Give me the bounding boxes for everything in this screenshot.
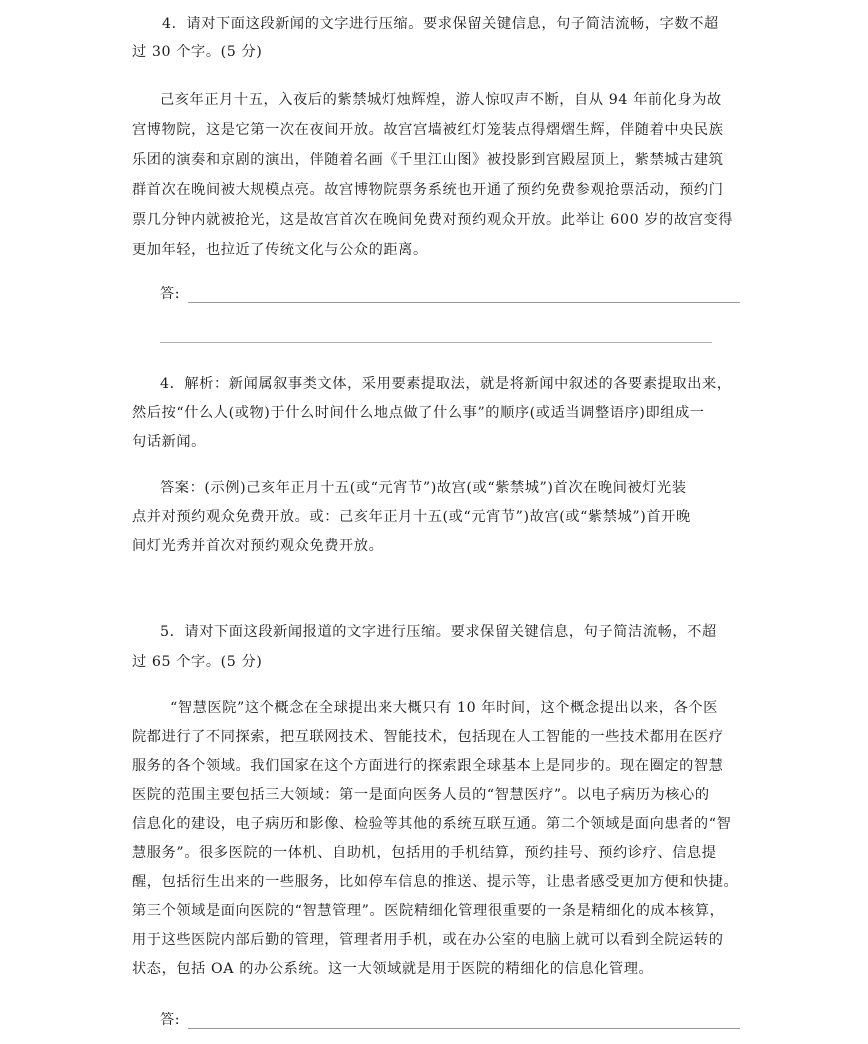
q5-answer-row xyxy=(160,1010,740,1032)
q5-passage-line-1: “智慧医院”这个概念在全球提出来大概只有 10 年时间，这个概念提出以来，各个医 xyxy=(170,700,718,716)
q4-explanation-line-3: 句话新闻。 xyxy=(132,434,206,450)
q5-passage-line-6: 慧服务”。很多医院的一体机、自助机，包括用的手机结算，预约挂号、预约诊疗、信息提 xyxy=(132,845,717,861)
q4-answer-row xyxy=(160,284,740,306)
q4-explanation-line-2: 然后按“什么人(或物)于什么时间什么地点做了什么事”的顺序(或适当调整语序)即组成一 xyxy=(132,405,705,421)
q5-passage-line-2: 院都进行了不同探索，把互联网技术、智能技术，包括现在人工智能的一些技术都用在医疗 xyxy=(132,729,724,745)
q4-prompt-line-2: 过 30 个字。(5 分) xyxy=(132,44,263,60)
q5-answer-label: 答: xyxy=(160,1012,181,1028)
q4-explanation-line-1: 4．解析：新闻属叙事类文体，采用要素提取法，就是将新闻中叙述的各要素提取出来， xyxy=(160,376,732,392)
q4-passage-line-4: 群首次在晚间被大规模点亮。故宫博物院票务系统也开通了预约免费参观抢票活动，预约门 xyxy=(132,182,724,198)
answer-divider-line xyxy=(160,342,712,343)
q4-answer-line-1: 答案：(示例)己亥年正月十五(或“元宵节”)故宫(或“紫禁城”)首次在晚间被灯光装 xyxy=(160,480,687,496)
q4-answer-label: 答: xyxy=(160,286,181,302)
q4-answer-line-2: 点并对预约观众免费开放。或：己亥年正月十五(或“元宵节”)故宫(或“紫禁城”)首开晚 xyxy=(132,509,691,525)
q5-passage-line-4: 医院的范围主要包括三大领域：第一是面向医务人员的“智慧医疗”。以电子病历为核心的 xyxy=(132,787,710,803)
q5-passage-line-5: 信息化的建设，电子病历和影像、检验等其他的系统互联互通。第二个领域是面向患者的“智 xyxy=(132,816,732,832)
q4-passage-line-2: 宫博物院，这是它第一次在夜间开放。故宫宫墙被红灯笼装点得熠熠生辉，伴随着中央民族 xyxy=(132,122,724,138)
q4-passage-line-6: 更加年轻，也拉近了传统文化与公众的距离。 xyxy=(132,242,428,258)
q5-prompt-line-2: 过 65 个字。(5 分) xyxy=(132,654,263,670)
q4-passage-line-5: 票几分钟内就被抢光，这是故宫首次在晚间免费对预约观众开放。此举让 600 岁的故宫变得 xyxy=(132,212,734,228)
q5-prompt-line-1: 5．请对下面这段新闻报道的文字进行压缩。要求保留关键信息，句子简洁流畅，不超 xyxy=(160,624,717,640)
q4-answer-line-3: 间灯光秀并首次对预约观众免费开放。 xyxy=(132,538,384,554)
q5-passage-line-9: 用于这些医院内部后勤的管理，管理者用手机，或在办公室的电脑上就可以看到全院运转的 xyxy=(132,932,724,948)
q5-passage-line-8: 第三个领域是面向医院的“智慧管理”。医院精细化管理很重要的一条是精细化的成本核算， xyxy=(132,903,725,919)
q5-passage-line-7: 醒，包括衍生出来的一些服务，比如停车信息的推送、提示等，让患者感受更加方便和快捷。 xyxy=(132,874,739,890)
q4-prompt-line-1: 4．请对下面这段新闻的文字进行压缩。要求保留关键信息，句子简洁流畅，字数不超 xyxy=(162,16,719,32)
q5-passage-line-10: 状态，包括 OA 的办公系统。这一大领域就是用于医院的精细化的信息化管理。 xyxy=(132,961,654,977)
q4-passage-line-1: 己亥年正月十五，入夜后的紫禁城灯烛辉煌，游人惊叹声不断，自从 94 年前化身为故 xyxy=(160,92,722,108)
q4-passage-line-3: 乐团的演奏和京剧的演出，伴随着名画《千里江山图》被投影到宫殿屋顶上，紫禁城古建筑 xyxy=(132,152,724,168)
q5-answer-blank[interactable] xyxy=(188,1028,740,1029)
q5-passage-line-3: 服务的各个领域。我们国家在这个方面进行的探索跟全球基本上是同步的。现在圈定的智慧 xyxy=(132,758,724,774)
q4-answer-blank[interactable] xyxy=(188,302,740,303)
